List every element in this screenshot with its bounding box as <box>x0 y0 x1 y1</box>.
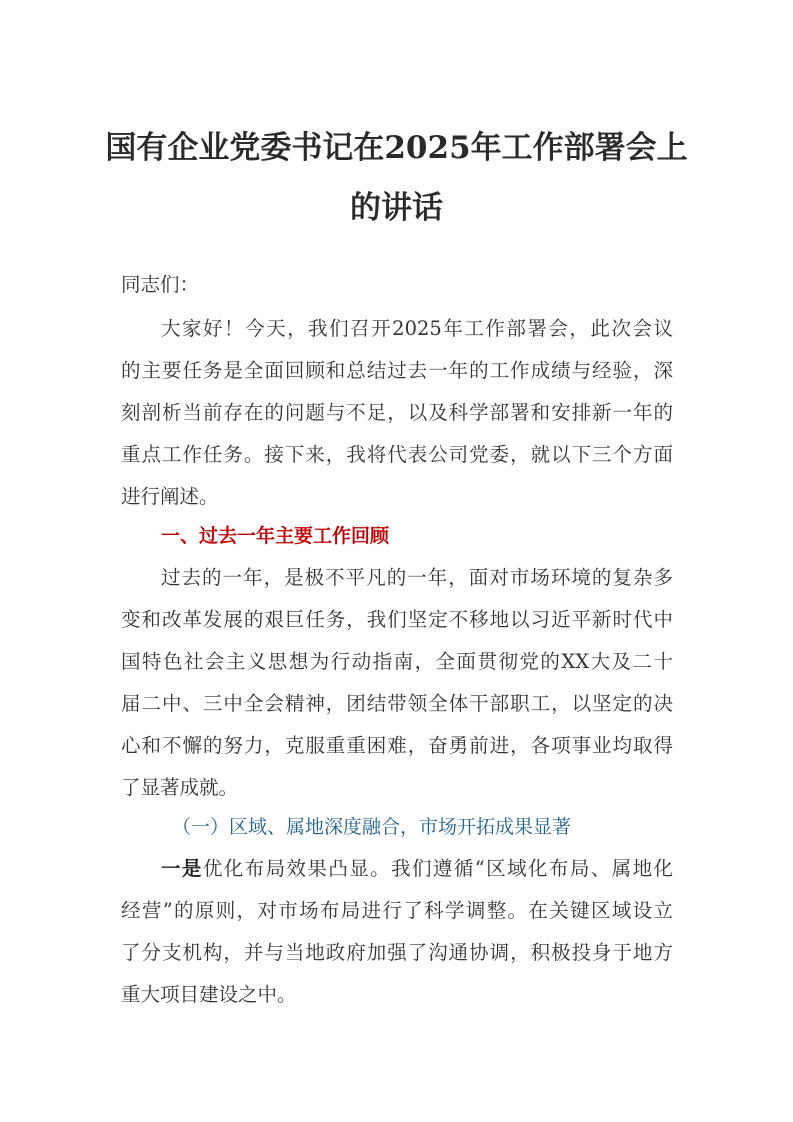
intro-line: 重点工作任务。接下来，我将代表公司党委，就以下三个方面 <box>121 443 673 466</box>
section-line: 了显著成就。 <box>121 776 239 799</box>
document-title-line-1: 国有企业党委书记在2025年工作部署会上 <box>105 130 688 166</box>
section-line: 国特色社会主义思想为行动指南，全面贯彻党的XX大及二十 <box>121 650 673 673</box>
intro-line: 刻剖析当前存在的问题与不足，以及科学部署和安排新一年的 <box>121 401 673 424</box>
intro-line: 大家好！今天，我们召开2025年工作部署会，此次会议 <box>161 317 673 340</box>
intro-line: 的主要任务是全面回顾和总结过去一年的工作成绩与经验，深 <box>121 359 673 382</box>
point-line: 经营”的原则，对市场布局进行了科学调整。在关键区域设立 <box>121 899 673 922</box>
point-lead: 一是 <box>161 857 203 880</box>
point-line: 了分支机构，并与当地政府加强了沟通协调，积极投身于地方 <box>121 941 673 964</box>
document-title-line-2: 的讲话 <box>350 190 443 226</box>
section-line: 过去的一年，是极不平凡的一年，面对市场环境的复杂多 <box>161 566 673 589</box>
point-line <box>161 850 673 888</box>
point-first-line-text: 优化布局效果凸显。我们遵循“区域化布局、属地化 <box>202 857 673 880</box>
intro-line: 进行阐述。 <box>121 485 219 508</box>
greeting: 同志们： <box>121 273 200 296</box>
point-line: 重大项目建设之中。 <box>121 983 297 1006</box>
section-line: 变和改革发展的艰巨任务，我们坚定不移地以习近平新时代中 <box>121 608 673 631</box>
subsection-heading: （一）区域、属地深度融合，市场开拓成果显著 <box>172 816 572 838</box>
section-line: 届二中、三中全会精神，团结带领全体干部职工，以坚定的决 <box>121 692 673 715</box>
section-heading: 一、过去一年主要工作回顾 <box>161 525 390 547</box>
section-line: 心和不懈的努力，克服重重困难，奋勇前进，各项事业均取得 <box>121 734 673 757</box>
